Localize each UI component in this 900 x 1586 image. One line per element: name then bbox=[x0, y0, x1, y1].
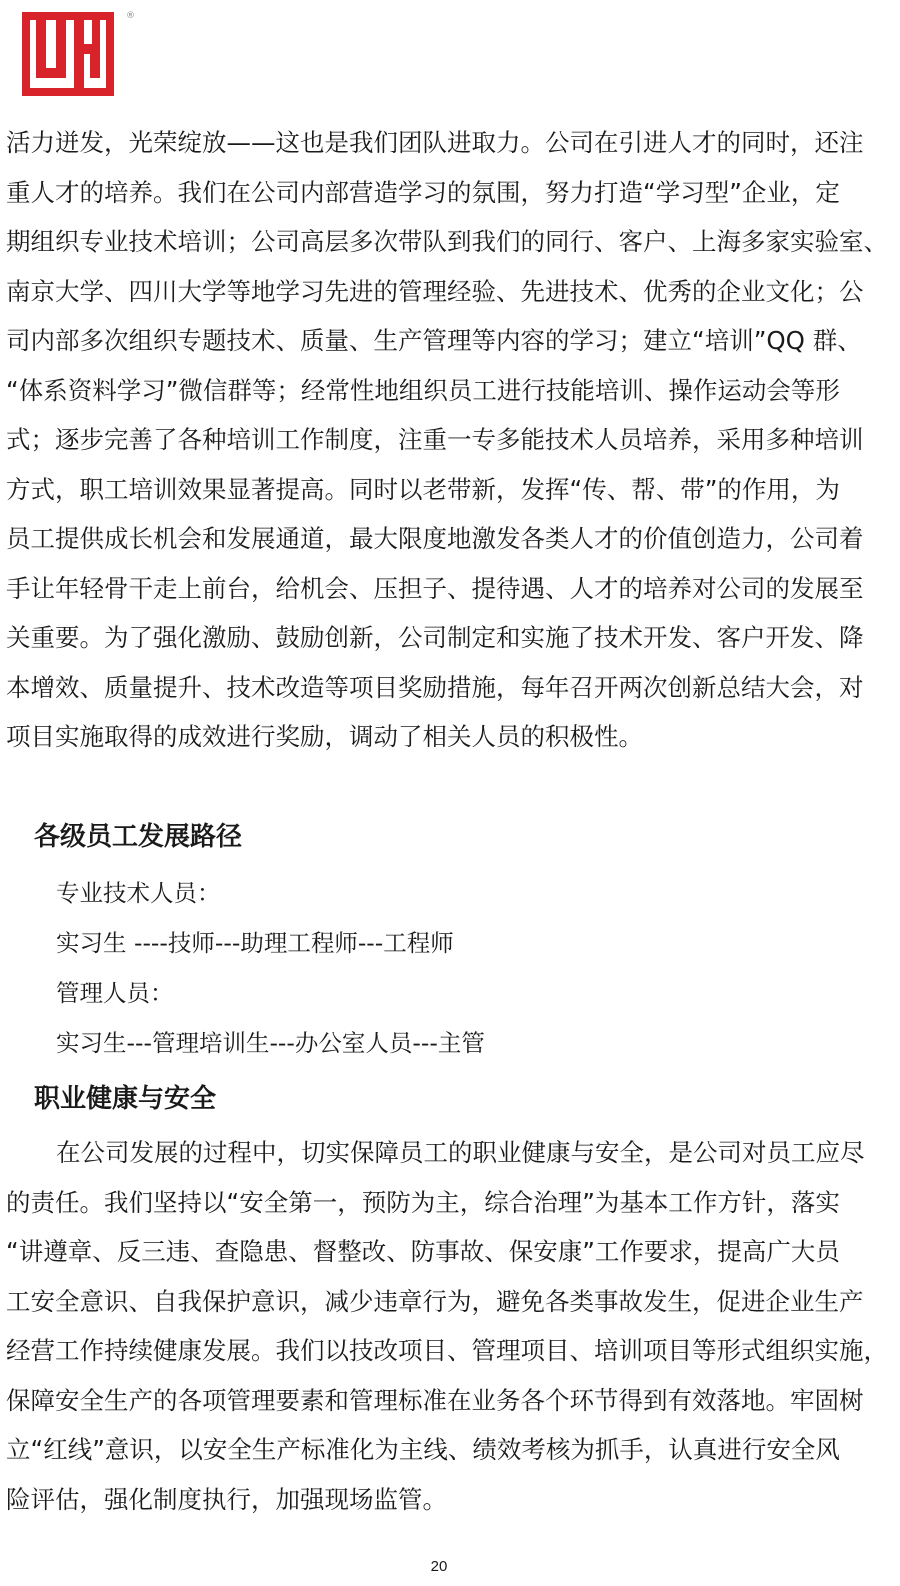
paragraph-line: 关重要。为了强化激励、鼓励创新，公司制定和实施了技术开发、客户开发、降 bbox=[6, 623, 864, 652]
management-staff-label: 管理人员： bbox=[56, 979, 174, 1007]
paragraph-line: 南京大学、四川大学等地学习先进的管理经验、先进技术、优秀的企业文化；公 bbox=[6, 276, 864, 306]
paragraph-line: 立“红线”意识，以安全生产标准化为主线、绩效考核为抓手，认真进行安全风 bbox=[6, 1435, 840, 1464]
paragraph-line: 保障安全生产的各项管理要素和管理标准在业务各个环节得到有效落地。牢固树 bbox=[6, 1385, 864, 1415]
company-logo bbox=[22, 8, 134, 100]
paragraph-line: 式；逐步完善了各种培训工作制度，注重一专多能技术人员培养，采用多种培训 bbox=[6, 425, 864, 454]
health-safety-paragraph bbox=[6, 1128, 886, 1524]
page-number: 20 bbox=[430, 1558, 448, 1575]
trademark-symbol: ® bbox=[126, 11, 135, 21]
paragraph-line: 手让年轻骨干走上前台，给机会、压担子、提待遇、人才的培养对公司的发展至 bbox=[6, 573, 864, 603]
health-safety-heading: 职业健康与安全 bbox=[34, 1084, 217, 1114]
paragraph-line: 司内部多次组织专题技术、质量、生产管理等内容的学习；建立“培训”QQ 群、 bbox=[6, 326, 862, 355]
paragraph-line: 方式，职工培训效果显著提高。同时以老带新，发挥“传、帮、带”的作用，为 bbox=[6, 474, 840, 504]
paragraph-line: 的责任。我们坚持以“安全第一，预防为主，综合治理”为基本工作方针，落实 bbox=[6, 1187, 840, 1217]
paragraph-line: “讲遵章、反三违、查隐患、督整改、防事故、保安康”工作要求，提高广大员 bbox=[6, 1237, 840, 1266]
paragraph-line: 经营工作持续健康发展。我们以技改项目、管理项目、培训项目等形式组织实施， bbox=[6, 1336, 888, 1365]
paragraph-line: 险评估，强化制度执行，加强现场监管。 bbox=[6, 1484, 447, 1514]
development-path-heading: 各级员工发展路径 bbox=[34, 822, 243, 852]
management-career-path: 实习生---管理培训生---办公室人员---主管 bbox=[56, 1029, 485, 1057]
technical-career-path: 实习生 ----技师---助理工程师---工程师 bbox=[56, 929, 454, 957]
paragraph-line: 活力迸发，光荣绽放——这也是我们团队进取力。公司在引进人才的同时，还注 bbox=[6, 128, 864, 157]
paragraph-line: 在公司发展的过程中，切实保障员工的职业健康与安全，是公司对员工应尽 bbox=[56, 1138, 865, 1167]
paragraph-line: 本增效、质量提升、技术改造等项目奖励措施，每年召开两次创新总结大会，对 bbox=[6, 672, 864, 702]
paragraph-line: 项目实施取得的成效进行奖励，调动了相关人员的积极性。 bbox=[6, 722, 643, 751]
training-paragraph bbox=[6, 118, 886, 762]
technical-staff-label: 专业技术人员： bbox=[56, 879, 221, 907]
logo-mark-icon bbox=[22, 8, 134, 100]
paragraph-line: 期组织专业技术培训；公司高层多次带队到我们的同行、客户、上海多家实验室、 bbox=[6, 227, 888, 256]
paragraph-line: 重人才的培养。我们在公司内部营造学习的氛围，努力打造“学习型”企业，定 bbox=[6, 177, 840, 207]
paragraph-line: 工安全意识、自我保护意识，减少违章行为，避免各类事故发生，促进企业生产 bbox=[6, 1286, 864, 1316]
paragraph-line: 员工提供成长机会和发展通道，最大限度地激发各类人才的价值创造力，公司着 bbox=[6, 524, 864, 553]
paragraph-line: “体系资料学习”微信群等；经常性地组织员工进行技能培训、操作运动会等形 bbox=[6, 375, 840, 405]
